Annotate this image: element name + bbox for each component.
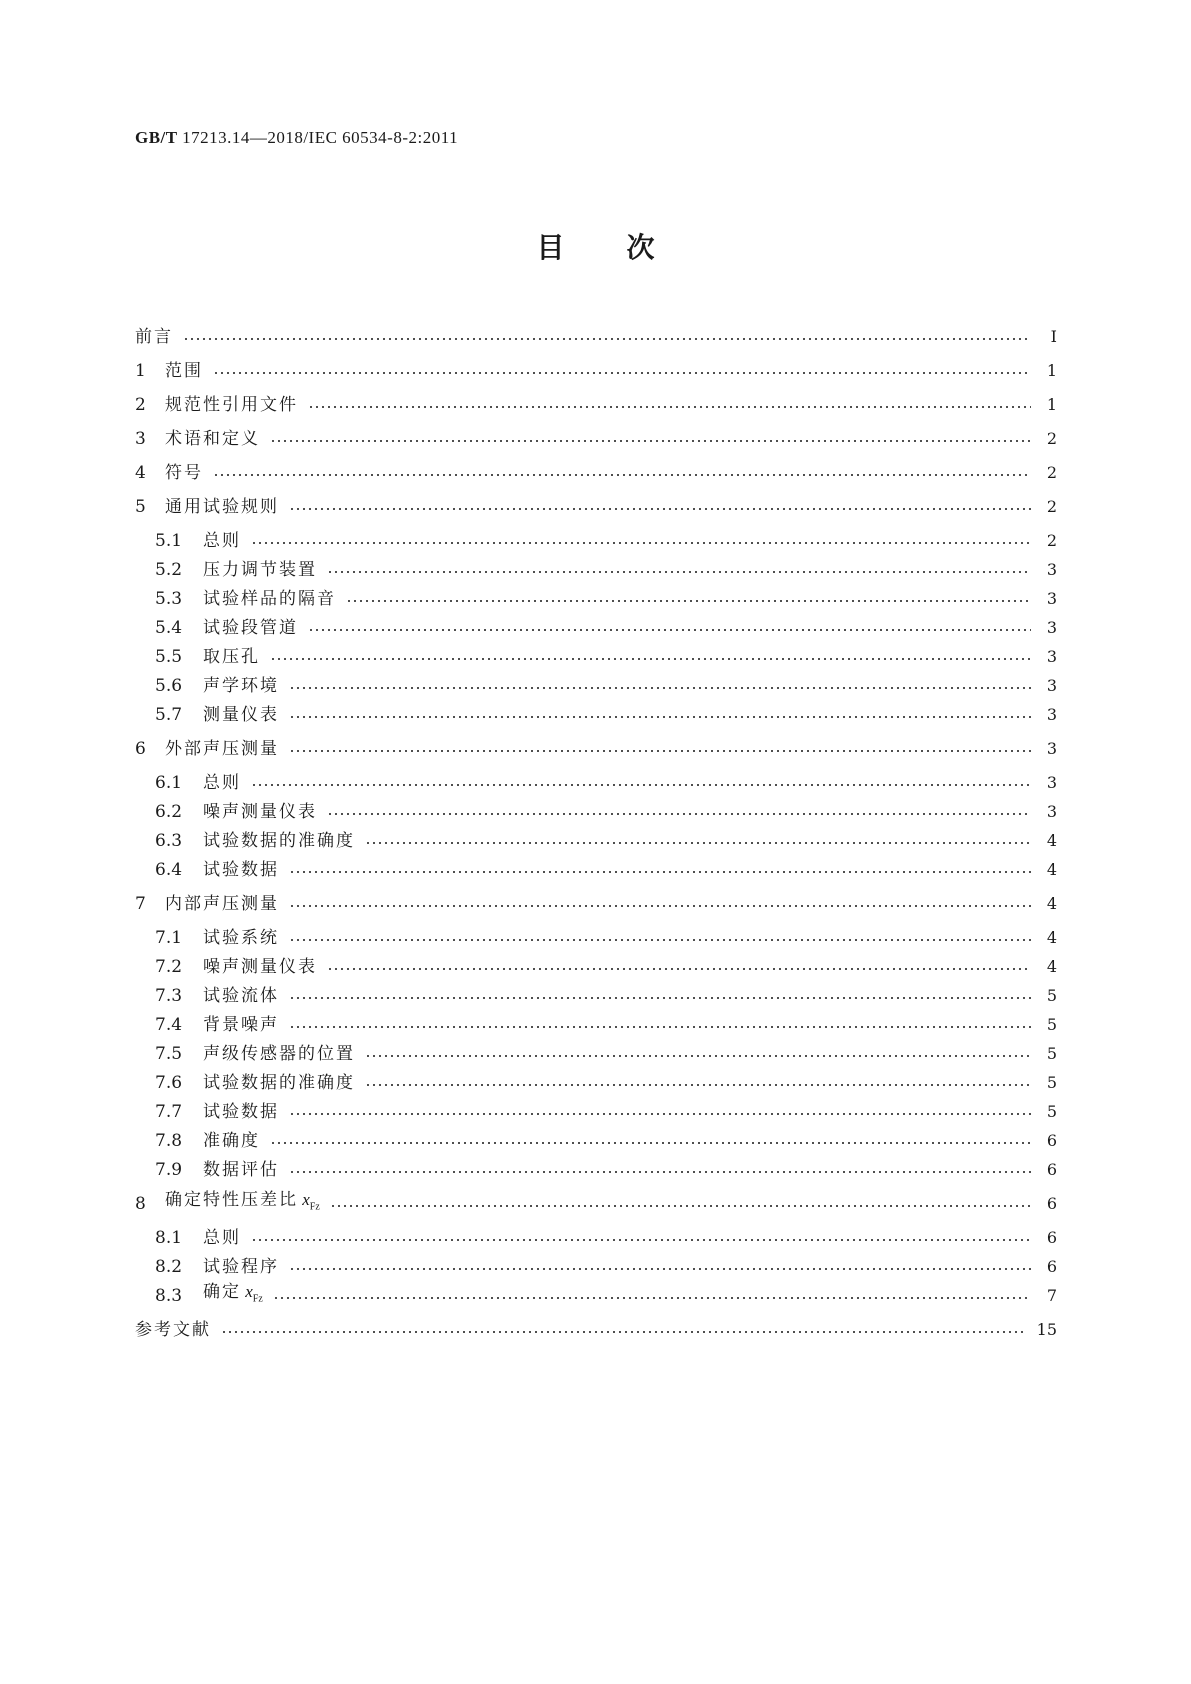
toc-entry-label bbox=[203, 1223, 241, 1253]
dot-leader bbox=[270, 440, 1031, 442]
toc-entry[interactable] bbox=[135, 1155, 1057, 1185]
toc-entry-number: 1 bbox=[135, 361, 146, 381]
toc-entry-page-number: 3 bbox=[1046, 560, 1057, 579]
toc-entry[interactable] bbox=[135, 981, 1057, 1011]
toc-entry-number: 5.4 bbox=[155, 618, 183, 638]
dot-leader bbox=[327, 968, 1031, 970]
toc-entry-text: 压力调节装置 bbox=[203, 560, 317, 580]
dot-leader bbox=[289, 1171, 1031, 1173]
toc-entry-number: 5.5 bbox=[155, 647, 183, 667]
toc-entry-text: 通用试验规则 bbox=[165, 497, 279, 517]
toc-entry-page-number: 6 bbox=[1046, 1160, 1057, 1179]
dot-leader bbox=[289, 716, 1031, 718]
toc-entry-text: 试验系统 bbox=[203, 928, 279, 948]
dot-leader bbox=[289, 871, 1031, 873]
toc-entry-label bbox=[203, 1039, 355, 1069]
toc-entry-page-number: 5 bbox=[1046, 1073, 1057, 1092]
toc-entry-page-number: 6 bbox=[1046, 1228, 1057, 1247]
toc-entry[interactable] bbox=[135, 700, 1057, 730]
toc-entry[interactable] bbox=[135, 923, 1057, 953]
math-symbol bbox=[241, 1282, 263, 1305]
toc-entry-label bbox=[203, 1126, 260, 1156]
toc-entry-page-number: 3 bbox=[1046, 618, 1057, 637]
toc-entry-page-number: 4 bbox=[1046, 831, 1057, 850]
toc-entry-text: 准确度 bbox=[203, 1131, 260, 1151]
toc-entry-page-number: 3 bbox=[1046, 773, 1057, 792]
toc-entry[interactable] bbox=[135, 642, 1057, 672]
toc-entry-text: 术语和定义 bbox=[165, 429, 260, 449]
dot-leader bbox=[289, 939, 1031, 941]
math-symbol bbox=[298, 1190, 320, 1213]
dot-leader bbox=[289, 1113, 1031, 1115]
toc-entry-text: 试验段管道 bbox=[203, 618, 298, 638]
toc-entry-label bbox=[135, 1315, 211, 1345]
toc-entry-label bbox=[165, 492, 279, 522]
toc-entry-number: 7.8 bbox=[155, 1131, 183, 1151]
toc-entry-page-number: 6 bbox=[1046, 1257, 1057, 1276]
dot-leader bbox=[213, 474, 1031, 476]
toc-entry-text: 噪声测量仪表 bbox=[203, 802, 317, 822]
toc-entry-number: 5 bbox=[135, 497, 146, 517]
toc-entry[interactable] bbox=[135, 952, 1057, 982]
toc-entry-text: 前言 bbox=[135, 327, 173, 347]
page-title: 目次 bbox=[536, 231, 717, 264]
toc-entry[interactable] bbox=[135, 555, 1057, 585]
toc-entry-text: 试验流体 bbox=[203, 986, 279, 1006]
toc-entry-page-number: 4 bbox=[1046, 894, 1057, 913]
toc-entry-label bbox=[203, 671, 279, 701]
dot-leader bbox=[289, 687, 1031, 689]
toc-entry-page-number: 5 bbox=[1046, 986, 1057, 1005]
toc-entry-text: 试验数据的准确度 bbox=[203, 831, 355, 851]
toc-entry-page-number: 3 bbox=[1046, 705, 1057, 724]
toc-entry-number: 8 bbox=[135, 1194, 146, 1214]
toc-entry[interactable] bbox=[135, 1252, 1057, 1282]
toc-entry-page-number: 5 bbox=[1046, 1044, 1057, 1063]
toc-entry-page-number: 5 bbox=[1046, 1015, 1057, 1034]
doc-id-rest: 17213.14—2018/IEC 60534-8-2:2011 bbox=[182, 128, 459, 147]
toc-entry-label bbox=[203, 526, 241, 556]
dot-leader bbox=[183, 338, 1031, 340]
toc-entry[interactable] bbox=[135, 492, 1057, 522]
toc-entry-label bbox=[165, 734, 279, 764]
dot-leader bbox=[289, 905, 1031, 907]
toc-entry-number: 6.3 bbox=[155, 831, 183, 851]
toc-entry[interactable] bbox=[135, 390, 1057, 420]
toc-entry-text: 确定 bbox=[203, 1282, 241, 1303]
toc-entry[interactable] bbox=[135, 734, 1057, 764]
toc-entry-text: 试验数据 bbox=[203, 860, 279, 880]
dot-leader bbox=[327, 813, 1031, 815]
toc-entry-number: 7.4 bbox=[155, 1015, 183, 1035]
toc-entry[interactable] bbox=[135, 768, 1057, 798]
toc-entry-number: 5.1 bbox=[155, 531, 183, 551]
toc-entry-text: 试验样品的隔音 bbox=[203, 589, 336, 609]
toc-entry-text: 声学环境 bbox=[203, 676, 279, 696]
toc-entry[interactable] bbox=[135, 526, 1057, 556]
toc-entry[interactable] bbox=[135, 356, 1057, 386]
toc-entry-number: 6 bbox=[135, 739, 146, 759]
toc-entry-label bbox=[203, 584, 336, 614]
toc-entry-page-number: 3 bbox=[1046, 739, 1057, 758]
toc-entry-label bbox=[203, 768, 241, 798]
toc-entry-number: 5.6 bbox=[155, 676, 183, 696]
toc-entry-page-number: 2 bbox=[1046, 497, 1057, 516]
toc-entry-number: 8.2 bbox=[155, 1257, 183, 1277]
toc-entry-number: 8.1 bbox=[155, 1228, 183, 1248]
dot-leader bbox=[251, 1239, 1031, 1241]
toc-entry[interactable] bbox=[135, 889, 1057, 919]
toc-entry-page-number: 4 bbox=[1046, 957, 1057, 976]
toc-entry-page-number: 1 bbox=[1046, 395, 1057, 414]
toc-entry-label bbox=[203, 923, 279, 953]
toc-entry-label bbox=[203, 700, 279, 730]
toc-entry-label bbox=[203, 1155, 279, 1185]
toc-entry[interactable] bbox=[135, 1281, 1057, 1311]
toc-entry-label bbox=[203, 1068, 355, 1098]
toc-entry-text: 内部声压测量 bbox=[165, 894, 279, 914]
toc-entry-text: 总则 bbox=[203, 531, 241, 551]
toc-entry-text: 试验数据 bbox=[203, 1102, 279, 1122]
dot-leader bbox=[221, 1331, 1027, 1333]
toc-entry-number: 7.1 bbox=[155, 928, 183, 948]
toc-entry[interactable] bbox=[135, 1223, 1057, 1253]
toc-entry-label bbox=[165, 1185, 320, 1222]
dot-leader bbox=[365, 1055, 1031, 1057]
toc-entry-text: 参考文献 bbox=[135, 1320, 211, 1340]
toc-entry-label bbox=[203, 642, 260, 672]
toc-entry-number: 6.2 bbox=[155, 802, 183, 822]
toc-entry-label bbox=[203, 826, 355, 856]
dot-leader bbox=[308, 629, 1031, 631]
toc-entry-page-number: 5 bbox=[1046, 1102, 1057, 1121]
toc-entry-text: 数据评估 bbox=[203, 1160, 279, 1180]
dot-leader bbox=[330, 1205, 1031, 1207]
dot-leader bbox=[327, 571, 1031, 573]
toc-entry-label bbox=[203, 1010, 279, 1040]
dot-leader bbox=[365, 842, 1031, 844]
toc-entry-number: 7.7 bbox=[155, 1102, 183, 1122]
dot-leader bbox=[346, 600, 1031, 602]
toc-entry-page-number: 3 bbox=[1046, 647, 1057, 666]
toc-entry-page-number: 4 bbox=[1046, 860, 1057, 879]
toc-entry-label bbox=[165, 889, 279, 919]
dot-leader bbox=[289, 508, 1031, 510]
dot-leader bbox=[213, 372, 1031, 374]
toc-entry-number: 7.5 bbox=[155, 1044, 183, 1064]
dot-leader bbox=[270, 658, 1031, 660]
toc-entry-number: 2 bbox=[135, 395, 146, 415]
toc-entry[interactable] bbox=[135, 584, 1057, 614]
toc-entry[interactable] bbox=[135, 826, 1057, 856]
toc-entry-text: 测量仪表 bbox=[203, 705, 279, 725]
toc-entry-page-number: 1 bbox=[1046, 361, 1057, 380]
toc-entry-label bbox=[203, 855, 279, 885]
toc-entry[interactable] bbox=[135, 1126, 1057, 1156]
math-subscript: Fz bbox=[309, 1201, 320, 1213]
toc-entry-label bbox=[203, 555, 317, 585]
dot-leader bbox=[289, 997, 1031, 999]
toc-entry-number: 7.2 bbox=[155, 957, 183, 977]
toc-entry[interactable] bbox=[135, 671, 1057, 701]
dot-leader bbox=[365, 1084, 1031, 1086]
toc-entry-text: 确定特性压差比 bbox=[165, 1190, 298, 1211]
toc-entry-page-number: 2 bbox=[1046, 531, 1057, 550]
toc-entry[interactable] bbox=[135, 458, 1057, 488]
toc-entry-label bbox=[165, 424, 260, 454]
toc-entry-page-number: 6 bbox=[1046, 1131, 1057, 1150]
toc-entry-label bbox=[135, 322, 173, 352]
toc-entry-text: 取压孔 bbox=[203, 647, 260, 667]
toc-entry-label bbox=[165, 458, 203, 488]
dot-leader bbox=[270, 1142, 1031, 1144]
toc-entry-label bbox=[203, 613, 298, 643]
toc-entry-text: 符号 bbox=[165, 463, 203, 483]
toc-entry-label bbox=[203, 952, 317, 982]
dot-leader bbox=[251, 784, 1031, 786]
toc-entry-number: 8.3 bbox=[155, 1286, 183, 1306]
toc-entry-text: 噪声测量仪表 bbox=[203, 957, 317, 977]
toc-entry[interactable] bbox=[135, 1315, 1057, 1345]
toc-entry-text: 总则 bbox=[203, 1228, 241, 1248]
toc-entry-label bbox=[203, 1277, 263, 1314]
toc-entry[interactable] bbox=[135, 797, 1057, 827]
toc-entry-page-number: 3 bbox=[1046, 589, 1057, 608]
toc-entry[interactable] bbox=[135, 424, 1057, 454]
dot-leader bbox=[273, 1297, 1031, 1299]
dot-leader bbox=[289, 750, 1031, 752]
toc-entry-number: 6.4 bbox=[155, 860, 183, 880]
toc-entry-page-number: 2 bbox=[1046, 463, 1057, 482]
toc-entry-number: 4 bbox=[135, 463, 146, 483]
toc-entry-number: 3 bbox=[135, 429, 146, 449]
toc-entry[interactable] bbox=[135, 322, 1057, 352]
toc-entry-text: 声级传感器的位置 bbox=[203, 1044, 355, 1064]
toc-entry-label bbox=[203, 797, 317, 827]
toc-entry-number: 7 bbox=[135, 894, 146, 914]
dot-leader bbox=[251, 542, 1031, 544]
toc-entry-text: 试验数据的准确度 bbox=[203, 1073, 355, 1093]
toc-entry-label bbox=[203, 981, 279, 1011]
math-variable: x bbox=[298, 1190, 310, 1210]
toc-entry-text: 外部声压测量 bbox=[165, 739, 279, 759]
toc-entry-text: 试验程序 bbox=[203, 1257, 279, 1277]
toc-entry-page-number: 6 bbox=[1046, 1194, 1057, 1213]
toc-entry-number: 7.9 bbox=[155, 1160, 183, 1180]
toc-entry-page-number: 3 bbox=[1046, 676, 1057, 695]
toc-entry-number: 5.2 bbox=[155, 560, 183, 580]
toc-entry-label bbox=[203, 1097, 279, 1127]
toc-entry-page-number: 7 bbox=[1046, 1286, 1057, 1305]
toc-entry-page-number: 2 bbox=[1046, 429, 1057, 448]
toc-entry-number: 7.6 bbox=[155, 1073, 183, 1093]
toc-entry-page-number: 3 bbox=[1046, 802, 1057, 821]
toc-entry[interactable] bbox=[135, 855, 1057, 885]
toc-entry[interactable] bbox=[135, 1039, 1057, 1069]
dot-leader bbox=[289, 1268, 1031, 1270]
toc-entry-number: 7.3 bbox=[155, 986, 183, 1006]
math-subscript: Fz bbox=[252, 1293, 263, 1305]
doc-id-main: GB/T bbox=[135, 128, 178, 147]
toc-entry-label bbox=[165, 390, 298, 420]
toc-entry-number: 5.7 bbox=[155, 705, 183, 725]
toc-entry-text: 范围 bbox=[165, 361, 203, 381]
toc-entry[interactable] bbox=[135, 613, 1057, 643]
toc-entry-page-number: 15 bbox=[1036, 1320, 1057, 1339]
toc-entry-page-number: Ⅰ bbox=[1050, 327, 1057, 346]
toc-entry-page-number: 4 bbox=[1046, 928, 1057, 947]
toc-entry-text: 总则 bbox=[203, 773, 241, 793]
toc-entry-text: 背景噪声 bbox=[203, 1015, 279, 1035]
toc-entry-text: 规范性引用文件 bbox=[165, 395, 298, 415]
toc-entry[interactable] bbox=[135, 1097, 1057, 1127]
document-identifier bbox=[135, 128, 458, 148]
toc-entry-number: 5.3 bbox=[155, 589, 183, 609]
dot-leader bbox=[308, 406, 1031, 408]
dot-leader bbox=[289, 1026, 1031, 1028]
toc-entry[interactable] bbox=[135, 1189, 1057, 1219]
toc-entry[interactable] bbox=[135, 1010, 1057, 1040]
toc-entry-label bbox=[165, 356, 203, 386]
toc-entry-number: 6.1 bbox=[155, 773, 183, 793]
toc-entry[interactable] bbox=[135, 1068, 1057, 1098]
math-variable: x bbox=[241, 1282, 253, 1302]
